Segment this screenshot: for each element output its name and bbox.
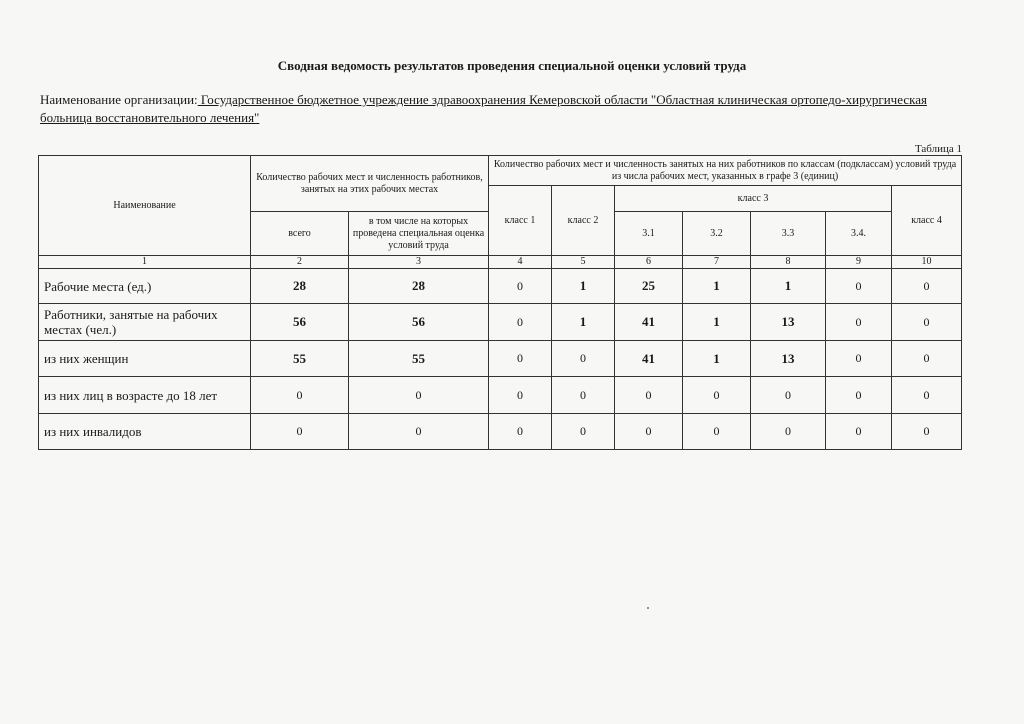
table-cell: 0 <box>251 414 349 450</box>
row-label: из них женщин <box>39 341 251 377</box>
column-number: 4 <box>489 256 552 269</box>
organization-line <box>40 91 970 127</box>
column-number: 6 <box>615 256 683 269</box>
table-cell: 0 <box>751 377 826 414</box>
table-cell: 1 <box>751 269 826 304</box>
column-number-row <box>39 256 962 269</box>
row-label: Работники, занятые на рабочих местах (чел.) <box>39 304 251 341</box>
header-class2: класс 2 <box>552 186 615 256</box>
table-cell: 0 <box>552 414 615 450</box>
table-cell: 55 <box>251 341 349 377</box>
table-cell: 0 <box>826 269 892 304</box>
row-label: из них лиц в возрасте до 18 лет <box>39 377 251 414</box>
header-group-workplaces: Количество рабочих мест и численность работников, занятых на этих рабочих местах <box>251 156 489 212</box>
table-cell: 0 <box>349 377 489 414</box>
header-name: Наименование <box>39 156 251 256</box>
table-cell: 0 <box>615 414 683 450</box>
header-total: всего <box>251 212 349 256</box>
table-cell: 0 <box>826 377 892 414</box>
table-cell: 55 <box>349 341 489 377</box>
table-cell: 0 <box>751 414 826 450</box>
table-cell: 0 <box>489 304 552 341</box>
table-cell: 0 <box>552 341 615 377</box>
column-number: 9 <box>826 256 892 269</box>
table-number: Таблица 1 <box>914 143 962 155</box>
table-cell: 1 <box>683 341 751 377</box>
scan-speck <box>647 607 649 609</box>
organization-name: Государственное бюджетное учреждение здравоохранения Кемеровской области "Областная клиническая ортопедо-хирургическая больница восстановительного лечения" <box>40 92 927 125</box>
table-cell: 0 <box>826 304 892 341</box>
table-row <box>39 269 962 304</box>
column-number: 3 <box>349 256 489 269</box>
table-cell: 25 <box>615 269 683 304</box>
row-label: из них инвалидов <box>39 414 251 450</box>
table-cell: 28 <box>251 269 349 304</box>
header-class3-1: 3.1 <box>615 212 683 256</box>
header-group-classes: Количество рабочих мест и численность занятых на них работников по классам (подклассам) условий труда из числа рабочих мест, указанных в графе 3 (единиц) <box>489 156 962 186</box>
table-cell: 0 <box>251 377 349 414</box>
table-cell: 0 <box>683 414 751 450</box>
table-cell: 0 <box>489 269 552 304</box>
column-number: 2 <box>251 256 349 269</box>
header-class1: класс 1 <box>489 186 552 256</box>
table-cell: 41 <box>615 341 683 377</box>
summary-table <box>38 155 962 450</box>
header-class4: класс 4 <box>892 186 962 256</box>
table-cell: 0 <box>892 377 962 414</box>
table-body <box>39 269 962 450</box>
header-assessed: в том числе на которых проведена специальная оценка условий труда <box>349 212 489 256</box>
table-cell: 0 <box>826 414 892 450</box>
column-number: 1 <box>39 256 251 269</box>
table-cell: 0 <box>892 304 962 341</box>
table-cell: 0 <box>489 414 552 450</box>
table-cell: 0 <box>615 377 683 414</box>
table-cell: 13 <box>751 304 826 341</box>
table-cell: 1 <box>683 269 751 304</box>
header-class3-4: 3.4. <box>826 212 892 256</box>
table-cell: 56 <box>251 304 349 341</box>
table-cell: 1 <box>683 304 751 341</box>
table-row <box>39 414 962 450</box>
table-cell: 0 <box>892 269 962 304</box>
table-cell: 0 <box>892 341 962 377</box>
table-cell: 0 <box>826 341 892 377</box>
table-cell: 0 <box>683 377 751 414</box>
table-cell: 0 <box>892 414 962 450</box>
header-class3: класс 3 <box>615 186 892 212</box>
column-number: 7 <box>683 256 751 269</box>
table-row <box>39 304 962 341</box>
table-cell: 1 <box>552 304 615 341</box>
table-cell: 0 <box>552 377 615 414</box>
organization-label: Наименование организации: <box>40 92 198 107</box>
header-class3-3: 3.3 <box>751 212 826 256</box>
table-row <box>39 377 962 414</box>
table-cell: 1 <box>552 269 615 304</box>
document-title: Сводная ведомость результатов проведения специальной оценки условий труда <box>277 58 747 73</box>
table-cell: 41 <box>615 304 683 341</box>
column-number: 5 <box>552 256 615 269</box>
table-cell: 56 <box>349 304 489 341</box>
row-label: Рабочие места (ед.) <box>39 269 251 304</box>
table-cell: 0 <box>349 414 489 450</box>
column-number: 10 <box>892 256 962 269</box>
table-cell: 0 <box>489 341 552 377</box>
header-class3-2: 3.2 <box>683 212 751 256</box>
table-cell: 28 <box>349 269 489 304</box>
table-cell: 0 <box>489 377 552 414</box>
table-cell: 13 <box>751 341 826 377</box>
column-number: 8 <box>751 256 826 269</box>
table-row <box>39 341 962 377</box>
